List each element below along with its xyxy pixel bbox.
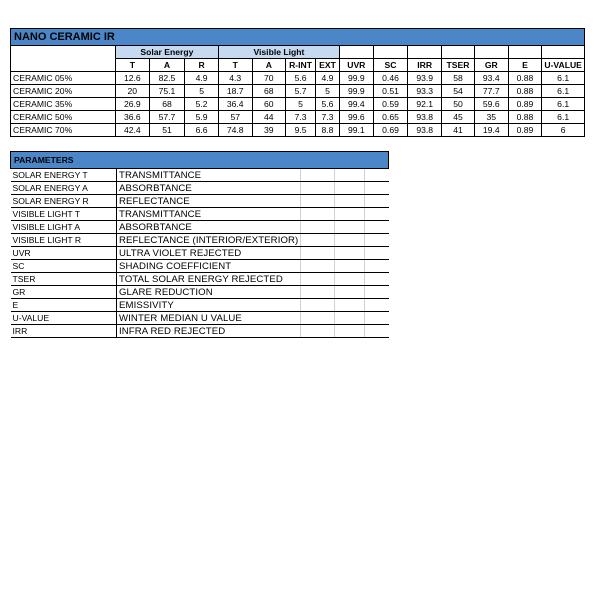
table-cell: 5.7 (286, 85, 316, 98)
empty-cell (335, 234, 365, 247)
empty-cell (301, 234, 335, 247)
parameter-label: SOLAR ENERGY A (11, 182, 117, 195)
header-spacer (339, 46, 373, 59)
table-cell: 0.65 (373, 111, 408, 124)
table-cell: 6.6 (185, 124, 219, 137)
table-cell: 57.7 (149, 111, 185, 124)
table-cell: 74.8 (218, 124, 252, 137)
header-spacer (408, 46, 442, 59)
empty-cell (301, 273, 335, 286)
column-header: U-VALUE (542, 59, 585, 72)
empty-cell (301, 247, 335, 260)
empty-cell (365, 260, 389, 273)
parameter-label: GR (11, 286, 117, 299)
parameter-label: VISIBLE LIGHT T (11, 208, 117, 221)
empty-cell (365, 286, 389, 299)
table-title: NANO CERAMIC IR (11, 29, 585, 46)
header-spacer (474, 46, 508, 59)
parameters-table (10, 151, 389, 338)
table-cell: 92.1 (408, 98, 442, 111)
parameter-row (11, 221, 389, 234)
empty-cell (301, 299, 335, 312)
table-cell: 19.4 (474, 124, 508, 137)
row-label: CERAMIC 50% (11, 111, 116, 124)
empty-cell (335, 312, 365, 325)
column-header: A (149, 59, 185, 72)
parameter-row (11, 234, 389, 247)
nano-ceramic-table (10, 28, 585, 137)
table-cell: 99.9 (339, 85, 373, 98)
empty-cell (365, 169, 389, 182)
empty-cell (365, 208, 389, 221)
table-cell: 0.88 (508, 111, 542, 124)
empty-cell (335, 260, 365, 273)
table-cell: 60 (252, 98, 286, 111)
header-spacer (542, 46, 585, 59)
table-cell: 44 (252, 111, 286, 124)
table-cell: 7.3 (316, 111, 340, 124)
table-cell: 36.4 (218, 98, 252, 111)
table-cell: 6.1 (542, 72, 585, 85)
empty-cell (365, 195, 389, 208)
table-cell: 18.7 (218, 85, 252, 98)
empty-cell (301, 325, 335, 338)
column-header: EXT (316, 59, 340, 72)
table-cell: 93.8 (408, 111, 442, 124)
parameter-description: REFLECTANCE (INTERIOR/EXTERIOR) (117, 234, 301, 247)
table-cell: 4.3 (218, 72, 252, 85)
table-cell: 77.7 (474, 85, 508, 98)
empty-cell (301, 195, 335, 208)
table-cell: 0.59 (373, 98, 408, 111)
table-cell: 0.69 (373, 124, 408, 137)
empty-cell (335, 286, 365, 299)
table-cell: 0.51 (373, 85, 408, 98)
empty-cell (301, 260, 335, 273)
table-cell: 39 (252, 124, 286, 137)
parameter-row (11, 299, 389, 312)
table-cell: 93.9 (408, 72, 442, 85)
header-spacer (508, 46, 542, 59)
parameter-label: VISIBLE LIGHT R (11, 234, 117, 247)
parameter-label: E (11, 299, 117, 312)
parameter-label: SC (11, 260, 117, 273)
parameter-row (11, 312, 389, 325)
parameter-label: TSER (11, 273, 117, 286)
empty-cell (365, 325, 389, 338)
blank-header-cell (11, 59, 116, 72)
empty-cell (301, 182, 335, 195)
table-cell: 0.88 (508, 72, 542, 85)
table-cell: 26.9 (115, 98, 149, 111)
empty-cell (335, 247, 365, 260)
table-cell: 54 (442, 85, 475, 98)
table-cell: 6 (542, 124, 585, 137)
table-cell: 99.6 (339, 111, 373, 124)
parameter-label: SOLAR ENERGY T (11, 169, 117, 182)
empty-cell (301, 169, 335, 182)
empty-cell (365, 234, 389, 247)
parameter-row (11, 169, 389, 182)
group-solar-energy: Solar Energy (115, 46, 218, 59)
table-cell: 36.6 (115, 111, 149, 124)
header-spacer (373, 46, 408, 59)
table-cell: 6.1 (542, 111, 585, 124)
table-cell: 5.6 (316, 98, 340, 111)
column-header: TSER (442, 59, 475, 72)
table-cell: 0.89 (508, 124, 542, 137)
parameter-label: UVR (11, 247, 117, 260)
empty-cell (335, 169, 365, 182)
column-header: T (115, 59, 149, 72)
table-row (11, 124, 585, 137)
empty-cell (335, 325, 365, 338)
table-cell: 4.9 (185, 72, 219, 85)
table-cell: 68 (252, 85, 286, 98)
table-cell: 42.4 (115, 124, 149, 137)
table-cell: 6.1 (542, 98, 585, 111)
parameter-label: U-VALUE (11, 312, 117, 325)
table-cell: 5.6 (286, 72, 316, 85)
empty-cell (335, 208, 365, 221)
header-spacer (442, 46, 475, 59)
blank-header-cell (11, 46, 116, 59)
parameter-description: ABSORBTANCE (117, 182, 301, 195)
table-cell: 82.5 (149, 72, 185, 85)
parameter-label: SOLAR ENERGY R (11, 195, 117, 208)
table-cell: 68 (149, 98, 185, 111)
column-header: UVR (339, 59, 373, 72)
empty-cell (335, 221, 365, 234)
table-cell: 5 (185, 85, 219, 98)
empty-cell (365, 273, 389, 286)
table-cell: 99.4 (339, 98, 373, 111)
table-cell: 93.4 (474, 72, 508, 85)
parameter-description: GLARE REDUCTION (117, 286, 301, 299)
table-cell: 99.1 (339, 124, 373, 137)
parameter-description: TRANSMITTANCE (117, 169, 301, 182)
table-cell: 12.6 (115, 72, 149, 85)
parameter-description: EMISSIVITY (117, 299, 301, 312)
table-cell: 7.3 (286, 111, 316, 124)
table-cell: 0.88 (508, 85, 542, 98)
table-cell: 93.8 (408, 124, 442, 137)
table-cell: 41 (442, 124, 475, 137)
table-row (11, 111, 585, 124)
table-row (11, 85, 585, 98)
column-header: R (185, 59, 219, 72)
table-cell: 58 (442, 72, 475, 85)
table-cell: 4.9 (316, 72, 340, 85)
parameter-description: REFLECTANCE (117, 195, 301, 208)
column-header: E (508, 59, 542, 72)
column-header: SC (373, 59, 408, 72)
parameter-row (11, 260, 389, 273)
table-cell: 6.1 (542, 85, 585, 98)
table-row (11, 98, 585, 111)
empty-cell (335, 182, 365, 195)
table-cell: 50 (442, 98, 475, 111)
empty-cell (335, 299, 365, 312)
parameter-row (11, 273, 389, 286)
table-cell: 75.1 (149, 85, 185, 98)
table-cell: 5 (286, 98, 316, 111)
table-cell: 9.5 (286, 124, 316, 137)
table-cell: 0.89 (508, 98, 542, 111)
table-cell: 8.8 (316, 124, 340, 137)
empty-cell (365, 299, 389, 312)
group-visible-light: Visible Light (218, 46, 339, 59)
empty-cell (301, 312, 335, 325)
column-header: GR (474, 59, 508, 72)
table-cell: 5.9 (185, 111, 219, 124)
parameter-row (11, 208, 389, 221)
parameter-description: ULTRA VIOLET REJECTED (117, 247, 301, 260)
parameter-description: ABSORBTANCE (117, 221, 301, 234)
table-cell: 99.9 (339, 72, 373, 85)
table-cell: 20 (115, 85, 149, 98)
parameter-description: TOTAL SOLAR ENERGY REJECTED (117, 273, 301, 286)
parameter-row (11, 247, 389, 260)
parameter-label: VISIBLE LIGHT A (11, 221, 117, 234)
parameter-row (11, 195, 389, 208)
table-cell: 35 (474, 111, 508, 124)
row-label: CERAMIC 05% (11, 72, 116, 85)
parameter-description: WINTER MEDIAN U VALUE (117, 312, 301, 325)
empty-cell (301, 221, 335, 234)
table-row (11, 72, 585, 85)
column-header: R-INT (286, 59, 316, 72)
parameters-title: PARAMETERS (11, 152, 389, 169)
table-cell: 57 (218, 111, 252, 124)
table-cell: 5.2 (185, 98, 219, 111)
empty-cell (365, 312, 389, 325)
table-cell: 59.6 (474, 98, 508, 111)
parameter-description: INFRA RED REJECTED (117, 325, 301, 338)
parameter-description: TRANSMITTANCE (117, 208, 301, 221)
table-cell: 0.46 (373, 72, 408, 85)
column-header: IRR (408, 59, 442, 72)
parameter-label: IRR (11, 325, 117, 338)
column-header: T (218, 59, 252, 72)
empty-cell (335, 195, 365, 208)
spreadsheet (10, 28, 585, 338)
row-label: CERAMIC 70% (11, 124, 116, 137)
empty-cell (335, 273, 365, 286)
empty-cell (365, 182, 389, 195)
table-cell: 93.3 (408, 85, 442, 98)
empty-cell (365, 247, 389, 260)
table-cell: 51 (149, 124, 185, 137)
table-cell: 5 (316, 85, 340, 98)
empty-cell (365, 221, 389, 234)
table-cell: 70 (252, 72, 286, 85)
parameter-row (11, 286, 389, 299)
row-label: CERAMIC 35% (11, 98, 116, 111)
parameter-description: SHADING COEFFICIENT (117, 260, 301, 273)
empty-cell (301, 286, 335, 299)
empty-cell (301, 208, 335, 221)
parameter-row (11, 182, 389, 195)
parameter-row (11, 325, 389, 338)
column-header: A (252, 59, 286, 72)
table-cell: 45 (442, 111, 475, 124)
row-label: CERAMIC 20% (11, 85, 116, 98)
